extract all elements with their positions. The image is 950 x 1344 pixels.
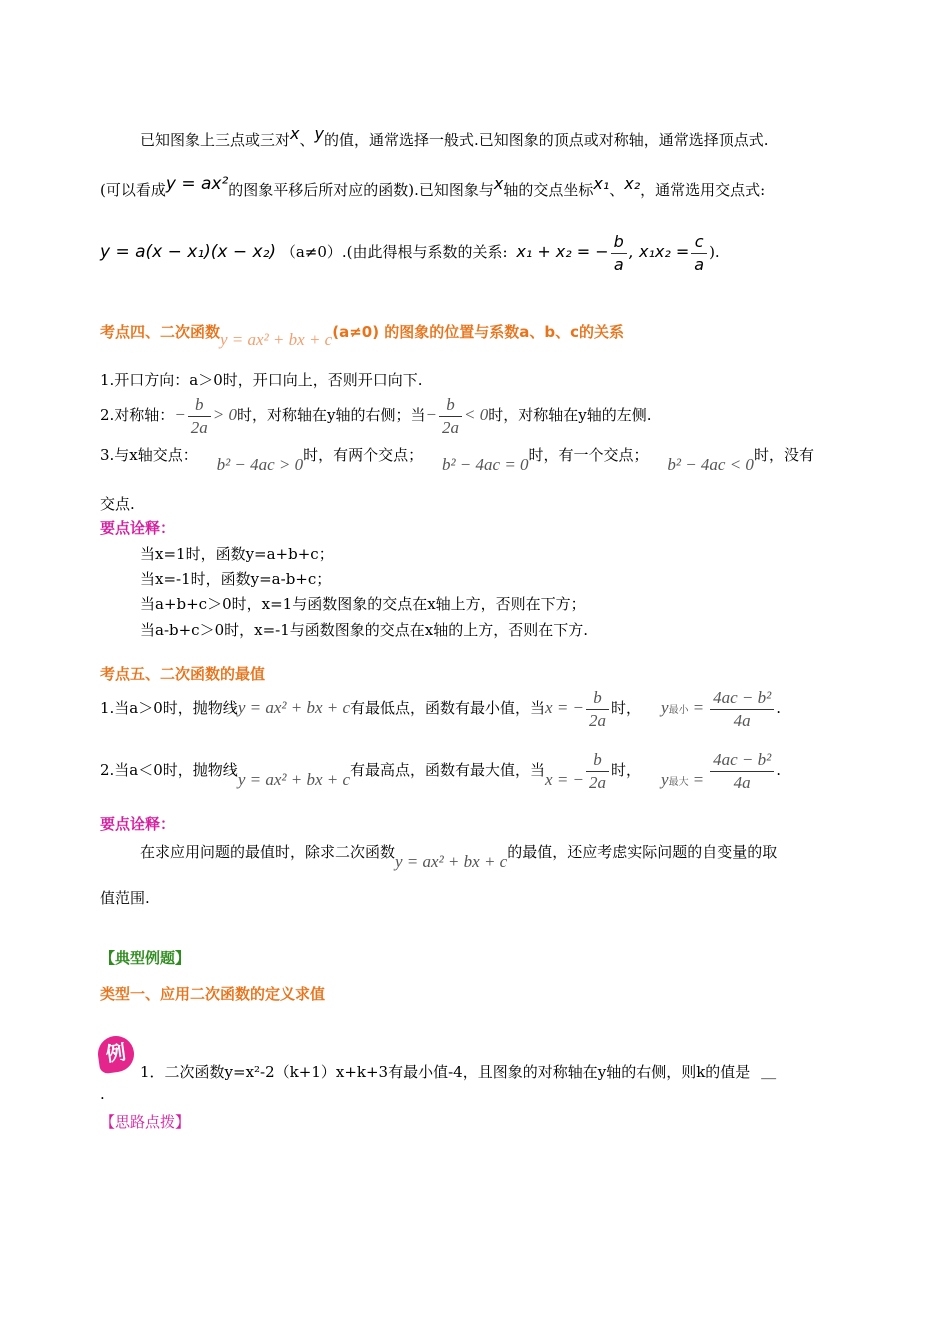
- section4-title: [100, 322, 625, 349]
- para1-line3: [100, 228, 720, 276]
- math-discriminant-lt: b² − 4ac < 0: [667, 455, 754, 474]
- text: 有最高点，函数有最大值，当: [350, 761, 546, 779]
- section-title-cont: (a≠0) 的图象的位置与系数a、b、c的关系: [332, 323, 625, 341]
- num: b: [188, 394, 211, 417]
- math-y: y: [661, 770, 669, 789]
- frac-b-2a: [586, 749, 609, 794]
- hint-label: 【思路点拨】: [100, 1113, 191, 1131]
- text: 有最低点，函数有最小值，当: [350, 699, 546, 717]
- math-quadratic: y = ax² + bx + c: [237, 698, 351, 717]
- text: 1.当a＞0时，抛物线: [100, 699, 238, 717]
- text: 时，没有: [753, 446, 814, 464]
- frac-c-a: [691, 231, 707, 276]
- math-root-sum: x₁ + x₂ = −: [516, 242, 609, 261]
- question-text: 1．二次函数y=x²-2（k+1）x+k+3有最小值-4，且图象的对称轴在y轴的右侧，则k的值是: [140, 1063, 751, 1081]
- examples-header: 【典型例题】: [100, 949, 191, 967]
- note-title: 要点诠释：: [100, 815, 176, 833]
- lt-zero: < 0: [464, 405, 489, 424]
- frac-b-2a: [188, 394, 211, 439]
- s4-item3: [100, 445, 814, 474]
- math-x-eq: x = −: [545, 698, 585, 717]
- math-intercept-form: y = a(x − x₁)(x − x₂): [100, 242, 277, 262]
- minus: −: [425, 405, 437, 424]
- text: 时，对称轴在y轴的左侧.: [488, 406, 652, 424]
- den: 2a: [589, 710, 607, 730]
- frac-b-2a: [439, 394, 462, 439]
- text: 时，: [611, 699, 642, 717]
- text: 时，: [611, 761, 642, 779]
- math-discriminant-eq: b² − 4ac = 0: [441, 455, 529, 474]
- eq: =: [692, 770, 705, 789]
- math-x: x: [290, 124, 300, 143]
- gt-zero: > 0: [212, 405, 238, 424]
- den: a: [694, 254, 705, 274]
- para1-line1: [140, 124, 769, 150]
- frac-max-value: [710, 749, 774, 794]
- num: b: [611, 231, 627, 254]
- note1-line1: 当x=1时，函数y=a+b+c；: [140, 545, 334, 563]
- s4-item2: [100, 392, 651, 439]
- note2-line2: 值范围.: [100, 889, 150, 907]
- text: 时，有两个交点；: [303, 446, 424, 464]
- example-badge-icon: 例: [96, 1034, 137, 1075]
- text: 的最值，还应考虑实际问题的自变量的取: [507, 843, 778, 861]
- math-x2: x₂: [624, 174, 641, 193]
- math-y: y: [314, 124, 324, 143]
- num: 4ac − b²: [710, 687, 774, 710]
- den: a: [613, 254, 624, 274]
- math-y: y: [661, 698, 669, 717]
- example1-question: [140, 1062, 776, 1082]
- num: c: [691, 231, 707, 254]
- text: （a≠0）.(由此得根与系数的关系:: [280, 243, 508, 261]
- question-dot: .: [100, 1085, 105, 1103]
- math-x: x: [493, 174, 504, 193]
- math-y-ax2: y = ax²: [165, 174, 229, 194]
- note1-line3: 当a+b+c＞0时，x=1与函数图象的交点在x轴上方，否则在下方；: [140, 595, 586, 613]
- text: (可以看成: [100, 181, 166, 199]
- s5-item1: [100, 684, 781, 735]
- s4-item1: 1.开口方向：a＞0时，开口向上，否则开口向下.: [100, 371, 423, 389]
- text: .: [776, 699, 781, 717]
- answer-blank[interactable]: ＿: [761, 1063, 777, 1081]
- text: ).: [709, 243, 720, 261]
- den: 4a: [733, 772, 751, 792]
- math-quadratic: y = ax² + bx + c: [220, 330, 333, 349]
- note2-line1: [140, 842, 778, 871]
- subscript-min: 最小: [668, 705, 689, 716]
- frac-min-value: [710, 687, 774, 732]
- num: b: [586, 749, 609, 772]
- note1-line2: 当x=-1时，函数y=a-b+c；: [140, 570, 332, 588]
- text: 的值，通常选择一般式.已知图象的顶点或对称轴，通常选择顶点式.: [323, 131, 769, 149]
- text: 、: [299, 131, 315, 149]
- note1-line4: 当a-b+c＞0时，x=-1与函数图象的交点在x轴的上方，否则在下方.: [140, 621, 588, 639]
- s4-item3-cont: 交点.: [100, 495, 135, 513]
- frac-b-a: [611, 231, 627, 276]
- den: 2a: [442, 417, 459, 437]
- math-discriminant-gt: b² − 4ac > 0: [216, 455, 304, 474]
- section-title: 考点四、二次函数: [100, 323, 221, 341]
- text: 2.对称轴：: [100, 406, 175, 424]
- text: 时，有一个交点；: [528, 446, 649, 464]
- subscript-max: 最大: [668, 777, 689, 788]
- text: 、: [609, 181, 625, 199]
- text: .: [776, 761, 781, 779]
- text: 在求应用问题的最值时，除求二次函数: [140, 843, 396, 861]
- text: ，通常选用交点式:: [640, 181, 766, 199]
- math-x1: x₁: [593, 174, 610, 193]
- note-title: 要点诠释：: [100, 519, 176, 537]
- math-quadratic: y = ax² + bx + c: [395, 852, 508, 871]
- den: 2a: [589, 772, 607, 792]
- den: 4a: [733, 710, 751, 730]
- den: 2a: [190, 417, 208, 437]
- section-title: 考点五、二次函数的最值: [100, 665, 266, 683]
- num: b: [439, 394, 462, 417]
- text: 时，对称轴在y轴的右侧；当: [237, 406, 426, 424]
- type1-title: 类型一、应用二次函数的定义求值: [100, 985, 326, 1003]
- text: 的图象平移后所对应的函数).已知图象与: [228, 181, 494, 199]
- text: 轴的交点坐标: [503, 181, 594, 199]
- math-x-eq: x = −: [545, 770, 585, 789]
- num: b: [586, 687, 609, 710]
- frac-b-2a: [586, 687, 609, 732]
- text: 3.与x轴交点：: [100, 446, 198, 464]
- text: 2.当a＜0时，抛物线: [100, 761, 238, 779]
- s5-item2: [100, 746, 781, 797]
- math-quadratic: y = ax² + bx + c: [237, 770, 351, 789]
- para1-line2: [100, 174, 766, 200]
- eq: =: [692, 698, 705, 717]
- math-root-product: , x₁x₂ =: [628, 242, 690, 261]
- text: 已知图象上三点或三对: [140, 131, 291, 149]
- num: 4ac − b²: [710, 749, 774, 772]
- minus: −: [174, 405, 186, 424]
